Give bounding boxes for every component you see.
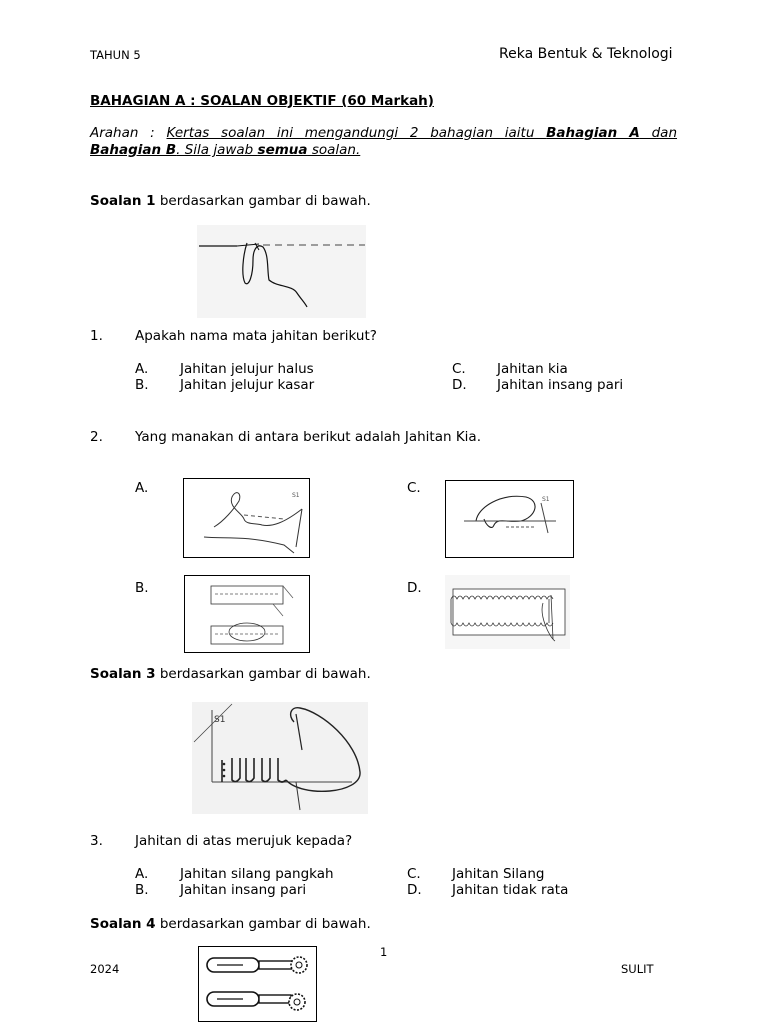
q1-option-d-letter: D. — [452, 377, 467, 393]
q1-intro — [90, 193, 371, 209]
footer-year: 2024 — [90, 962, 120, 976]
q3-number: 3. — [90, 833, 103, 849]
q3-text: Jahitan di atas merujuk kepada? — [135, 833, 353, 849]
q1-intro-bold: Soalan 1 — [90, 193, 156, 209]
q3-option-d-text: Jahitan tidak rata — [452, 882, 569, 898]
q2-option-d-letter: D. — [407, 580, 422, 596]
q3-option-c-letter: C. — [407, 866, 421, 882]
header-right: Reka Bentuk & Teknologi — [499, 46, 673, 62]
page-number: 1 — [380, 945, 388, 959]
footer-sulit: SULIT — [621, 962, 654, 976]
instruction-dan: dan — [639, 125, 678, 141]
tracing-wheel-icon — [207, 992, 305, 1010]
q1-intro-rest: berdasarkan gambar di bawah. — [155, 193, 371, 209]
q3-option-a-letter: A. — [135, 866, 149, 882]
q1-option-b-text: Jahitan jelujur kasar — [180, 377, 315, 393]
q4-tracing-wheel-figure — [198, 946, 317, 1022]
q2-text: Yang manakan di antara berikut adalah Jahitan Kia. — [135, 429, 481, 445]
q3-intro-rest: berdasarkan gambar di bawah. — [155, 666, 371, 682]
q2-option-d-figure — [445, 575, 570, 649]
q3-fig-label: S1 — [214, 715, 226, 725]
q2-option-a-letter: A. — [135, 480, 149, 496]
q4-intro-rest: berdasarkan gambar di bawah. — [155, 916, 371, 932]
q3-option-d-letter: D. — [407, 882, 422, 898]
header-left: TAHUN 5 — [90, 48, 141, 62]
q1-option-b-letter: B. — [135, 377, 149, 393]
q2-a-fig-label: S1 — [292, 492, 300, 499]
q4-intro — [90, 916, 371, 932]
q2-option-b-figure — [184, 575, 310, 653]
q1-option-c-text: Jahitan kia — [497, 361, 568, 377]
q3-option-b-letter: B. — [135, 882, 149, 898]
q2-c-fig-label: S1 — [542, 496, 550, 503]
instruction-text: Kertas soalan ini mengandungi 2 bahagian iaitu — [166, 125, 547, 141]
q2-number: 2. — [90, 429, 103, 445]
q1-number: 1. — [90, 328, 103, 344]
instruction-soalan: soalan. — [307, 142, 361, 158]
q3-option-a-text: Jahitan silang pangkah — [180, 866, 334, 882]
q2-option-c-letter: C. — [407, 480, 421, 496]
instruction — [90, 125, 677, 159]
instruction-semua: semua — [257, 142, 308, 158]
q3-intro-bold: Soalan 3 — [90, 666, 156, 682]
q3-option-b-text: Jahitan insang pari — [180, 882, 307, 898]
q3-stitch-figure — [192, 702, 368, 814]
instruction-bahagian-a: Bahagian A — [546, 125, 640, 141]
instruction-bahagian-b: Bahagian B — [90, 142, 177, 158]
q1-option-a-letter: A. — [135, 361, 149, 377]
q2-option-b-letter: B. — [135, 580, 149, 596]
instruction-label: Arahan : — [90, 125, 167, 141]
q1-option-d-text: Jahitan insang pari — [497, 377, 624, 393]
q2-option-c-figure — [445, 480, 574, 558]
q1-text: Apakah nama mata jahitan berikut? — [135, 328, 377, 344]
q3-intro — [90, 666, 371, 682]
q1-option-a-text: Jahitan jelujur halus — [180, 361, 314, 377]
tracing-wheel-icon — [207, 957, 307, 973]
q4-intro-bold: Soalan 4 — [90, 916, 156, 932]
q1-stitch-figure — [197, 225, 366, 318]
instruction-sila: . Sila jawab — [176, 142, 258, 158]
section-title: BAHAGIAN A : SOALAN OBJEKTIF (60 Markah) — [90, 93, 434, 109]
q2-option-a-figure — [183, 478, 310, 558]
q1-option-c-letter: C. — [452, 361, 466, 377]
q3-option-c-text: Jahitan Silang — [452, 866, 545, 882]
